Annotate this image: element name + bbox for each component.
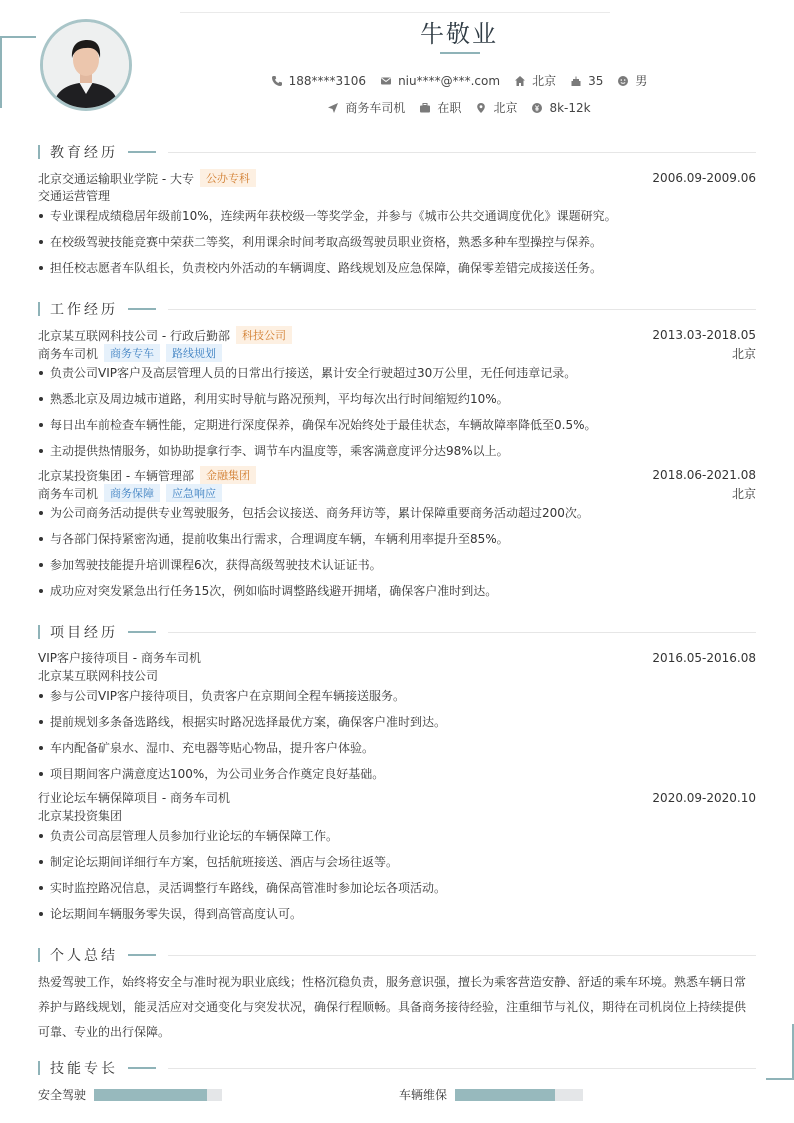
section-title-summary: 个人总结 xyxy=(38,945,756,965)
education-header xyxy=(38,169,756,187)
project-org: 北京某投资集团 xyxy=(38,809,123,823)
summary-text: 热爱驾驶工作，始终将安全与准时视为职业底线；性格沉稳负责，服务意识强，擅长为乘客营造安静、舒适的乘车环境。熟悉车辆日常养护与路线规划，能灵活应对交通变化与突发状况，确保行程顺畅。具备商务接待经验，注重细节与礼仪，期待在司机岗位上持续提供可靠、专业的出行保障。 xyxy=(38,975,747,1039)
list-item: 每日出车前检查车辆性能，定期进行深度保养，确保车况始终处于最佳状态，车辆故障率降低至0.5%。 xyxy=(38,416,756,433)
employment-status: 在职 xyxy=(437,101,462,115)
list-item: 实时监控路况信息，灵活调整行车路线，确保高管准时参加论坛各项活动。 xyxy=(38,879,756,896)
role-tag: 商务专车 xyxy=(104,344,160,362)
work-header-2 xyxy=(38,466,756,484)
project-header-1 xyxy=(38,649,756,666)
list-item: 负责公司VIP客户及高层管理人员的日常出行接送，累计安全行驶超过30万公里，无任何违章记录。 xyxy=(38,364,756,381)
list-item: 在校级驾驶技能竞赛中荣获二等奖，利用课余时间考取高级驾驶员职业资格，熟悉多种车型操控与保养。 xyxy=(38,233,756,250)
email-icon xyxy=(380,75,392,87)
section-title-work: 工作经历 xyxy=(38,299,756,319)
location-pin-icon xyxy=(475,102,487,114)
gender-item xyxy=(617,72,647,89)
candidate-name: 牛敬业 xyxy=(420,20,498,48)
work-location: 北京 xyxy=(731,486,756,501)
role-tag: 商务保障 xyxy=(104,484,160,502)
status-item xyxy=(419,99,461,116)
age: 35 xyxy=(588,73,604,88)
work-location: 北京 xyxy=(731,346,756,361)
corner-decoration-bottom-right xyxy=(766,1078,794,1080)
section-title-skills: 技能专长 xyxy=(38,1058,756,1078)
education-major-row xyxy=(38,187,756,204)
send-icon xyxy=(327,102,339,114)
email-address: niu****@***.com xyxy=(398,73,501,88)
target-city: 北京 xyxy=(493,101,518,115)
skill-item xyxy=(399,1086,583,1103)
list-item: 项目期间客户满意度达100%，为公司业务合作奠定良好基础。 xyxy=(38,765,756,782)
list-item: 熟悉北京及周边城市道路，利用实时导航与路况预判，平均每次出行时间缩短约10%。 xyxy=(38,390,756,407)
email-item xyxy=(380,74,500,88)
city-item xyxy=(514,72,556,89)
phone-number: 188****3106 xyxy=(288,73,367,88)
list-item: 与各部门保持紧密沟通，提前收集出行需求，合理调度车辆，车辆利用率提升至85%。 xyxy=(38,530,756,547)
project-org-row-2 xyxy=(38,807,756,824)
list-item: 提前规划多条备选路线，根据实时路况选择最优方案，确保客户准时到达。 xyxy=(38,713,756,730)
project-period: 2016.05-2016.08 xyxy=(652,650,756,665)
expected-salary: 8k-12k xyxy=(549,100,591,115)
age-item xyxy=(570,74,603,88)
list-item: 主动提供热情服务，如协助提拿行李、调节车内温度等，乘客满意度评分达98%以上。 xyxy=(38,442,756,459)
skill-item xyxy=(38,1086,222,1103)
work-period: 2013.03-2018.05 xyxy=(652,328,756,342)
list-item: 担任校志愿者车队组长，负责校内外活动的车辆调度、路线规划及应急保障，确保零差错完成接送任务。 xyxy=(38,259,756,276)
project-title: VIP客户接待项目 - 商务车司机 xyxy=(38,651,201,665)
list-item: 参加驾驶技能提升培训课程6次，获得高级驾驶技术认证证书。 xyxy=(38,556,756,573)
skill-name: 车辆维保 xyxy=(399,1088,448,1102)
work-role-row-2 xyxy=(38,484,756,502)
skill-bar xyxy=(455,1089,583,1101)
skill-name: 安全驾驶 xyxy=(38,1088,87,1102)
list-item: 制定论坛期间详细行车方案，包括航班接送、酒店与会场往返等。 xyxy=(38,853,756,870)
project-org: 北京某互联网科技公司 xyxy=(38,669,159,683)
salary-item xyxy=(531,101,590,115)
job-intention-row xyxy=(0,99,794,116)
city: 北京 xyxy=(532,74,557,88)
major: 交通运营管理 xyxy=(38,189,111,203)
briefcase-icon xyxy=(419,102,431,114)
contact-info-row xyxy=(0,72,794,89)
list-item: 为公司商务活动提供专业驾驶服务，包括会议接送、商务拜访等，累计保障重要商务活动超过200次。 xyxy=(38,504,756,521)
job-target: 商务车司机 xyxy=(345,101,406,115)
skill-bar-fill xyxy=(455,1089,555,1101)
list-item: 负责公司高层管理人员参加行业论坛的车辆保障工作。 xyxy=(38,827,756,844)
company-name: 北京某投资集团 - 车辆管理部 xyxy=(38,468,194,483)
work-role-row-1 xyxy=(38,344,756,362)
education-period: 2006.09-2009.06 xyxy=(652,171,756,185)
section-title-projects: 项目经历 xyxy=(38,622,756,642)
company-tag: 金融集团 xyxy=(200,466,256,484)
home-icon xyxy=(514,75,526,87)
list-item: 车内配备矿泉水、湿巾、充电器等贴心物品，提升客户体验。 xyxy=(38,739,756,756)
list-item: 成功应对突发紧急出行任务15次，例如临时调整路线避开拥堵，确保客户准时到达。 xyxy=(38,582,756,599)
role-tag: 路线规划 xyxy=(166,344,222,362)
skill-bar-fill xyxy=(94,1089,207,1101)
job-role: 商务车司机 xyxy=(38,346,99,361)
school-tag: 公办专科 xyxy=(200,169,256,187)
name-underline xyxy=(440,52,480,54)
job-role: 商务车司机 xyxy=(38,486,99,501)
project-header-2 xyxy=(38,789,756,806)
salary-icon xyxy=(531,102,543,114)
work-period: 2018.06-2021.08 xyxy=(652,468,756,482)
top-divider xyxy=(180,12,610,13)
section-title-education: 教育经历 xyxy=(38,142,756,162)
role-tag: 应急响应 xyxy=(166,484,222,502)
list-item: 参与公司VIP客户接待项目，负责客户在京期间全程车辆接送服务。 xyxy=(38,687,756,704)
work-header-1 xyxy=(38,326,756,344)
target-city-item xyxy=(475,99,517,116)
skill-bar xyxy=(94,1089,222,1101)
age-icon xyxy=(570,75,582,87)
job-target-item xyxy=(327,99,405,116)
list-item: 论坛期间车辆服务零失误，得到高管高度认可。 xyxy=(38,905,756,922)
school-name: 北京交通运输职业学院 - 大专 xyxy=(38,171,194,186)
phone-item xyxy=(271,74,366,88)
gender: 男 xyxy=(635,74,648,88)
project-period: 2020.09-2020.10 xyxy=(652,790,756,805)
phone-icon xyxy=(271,75,283,87)
company-name: 北京某互联网科技公司 - 行政后勤部 xyxy=(38,328,230,343)
project-org-row-1 xyxy=(38,667,756,684)
list-item: 专业课程成绩稳居年级前10%，连续两年获校级一等奖学金，并参与《城市公共交通调度优化》课题研究。 xyxy=(38,207,756,224)
project-title: 行业论坛车辆保障项目 - 商务车司机 xyxy=(38,791,230,805)
gender-icon xyxy=(617,75,629,87)
company-tag: 科技公司 xyxy=(236,326,292,344)
